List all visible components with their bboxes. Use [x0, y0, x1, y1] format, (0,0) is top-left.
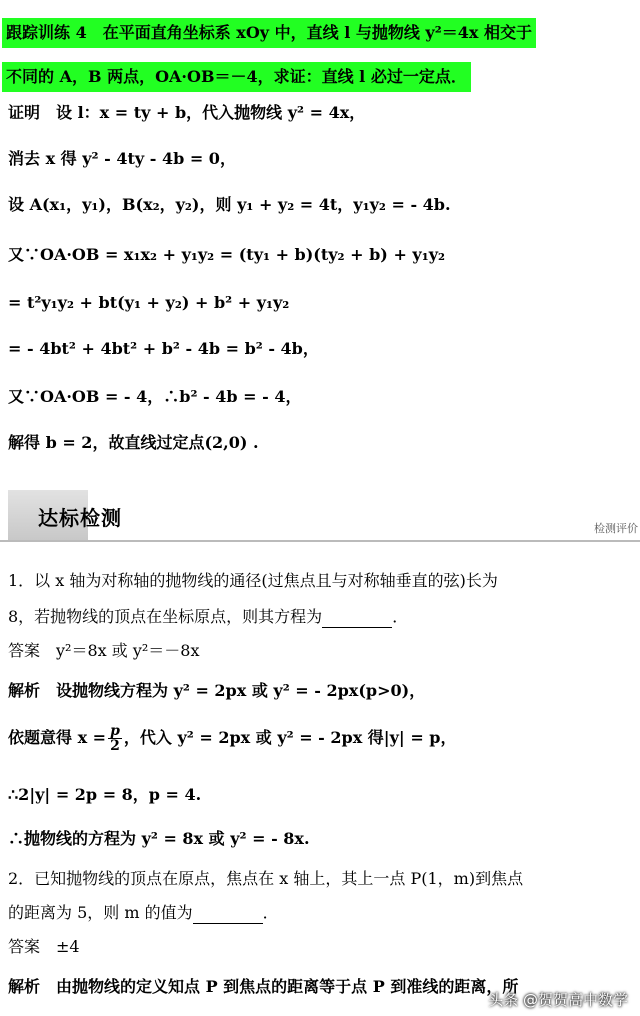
- q1-line-2: [8, 606, 408, 628]
- q1-text: 8，若抛物线的顶点在坐标原点，则其方程为: [8, 607, 323, 626]
- fraction: [108, 724, 122, 753]
- fraction-numerator: p: [110, 723, 120, 739]
- proof-line: 设 A(x₁，y₁)，B(x₂，y₂)，则 y₁ + y₂ = 4t，y₁y₂ = - 4b.: [8, 195, 451, 214]
- q1-answer: 答案 y²＝8x 或 y²＝－8x: [8, 641, 200, 660]
- q2-end: ．: [262, 903, 279, 922]
- section-title: 达标检测: [38, 506, 122, 530]
- training-line-1: 跟踪训练 4 在平面直角坐标系 xOy 中，直线 l 与抛物线 y²＝4x 相交于: [2, 18, 536, 48]
- q2-line-1: 2．已知抛物线的顶点在原点，焦点在 x 轴上，其上一点 P(1，m)到焦点: [8, 869, 524, 888]
- proof-line: 消去 x 得 y² - 4ty - 4b = 0，: [8, 149, 236, 168]
- section-divider: [0, 540, 640, 542]
- training-line-2: 不同的 A，B 两点，OA·OB＝－4，求证：直线 l 必过一定点．: [2, 62, 471, 92]
- q1-analysis-2: [8, 724, 456, 753]
- q1-analysis-4: ∴抛物线的方程为 y² = 8x 或 y² = - 8x.: [8, 829, 310, 848]
- proof-line: 解得 b = 2，故直线过定点(2,0) .: [8, 433, 259, 452]
- proof-line: = t²y₁y₂ + bt(y₁ + y₂) + b² + y₁y₂: [8, 293, 290, 312]
- answer-blank: [322, 611, 392, 628]
- q1-analysis-2-a: 依题意得 x =: [8, 728, 107, 747]
- q1-analysis-3: ∴2|y| = 2p = 8，p = 4.: [8, 785, 202, 804]
- q1-analysis-1: 解析 设抛物线方程为 y² = 2px 或 y² = - 2px(p>0)，: [8, 681, 426, 700]
- q1-line-1: 1．以 x 轴为对称轴的抛物线的通径(过焦点且与对称轴垂直的弦)长为: [8, 571, 498, 590]
- q1-analysis-2-b: ，代入 y² = 2px 或 y² = - 2px 得|y| = p，: [123, 728, 457, 747]
- q2-answer: 答案 ±4: [8, 937, 80, 956]
- q2-analysis-1: 解析 由抛物线的定义知点 P 到焦点的距离等于点 P 到准线的距离，所: [8, 977, 519, 996]
- proof-line: 又∵OA·OB = x₁x₂ + y₁y₂ = (ty₁ + b)(ty₂ + b) + y₁y₂: [8, 245, 446, 264]
- proof-line: 证明 设 l：x = ty + b，代入抛物线 y² = 4x，: [8, 103, 366, 122]
- section-header: [0, 490, 640, 540]
- fraction-denominator: 2: [110, 738, 120, 754]
- proof-line: = - 4bt² + 4bt² + b² - 4b = b² - 4b，: [8, 339, 319, 358]
- q2-text: 的距离为 5，则 m 的值为: [8, 903, 193, 922]
- q2-line-2: [8, 902, 279, 924]
- proof-line: 又∵OA·OB = - 4，∴b² - 4b = - 4，: [8, 387, 302, 406]
- q1-end: ．: [392, 607, 409, 626]
- answer-blank: [193, 907, 263, 924]
- watermark: 头条 @贺贺高中数学: [488, 991, 628, 1009]
- section-right-label: 检测评价: [594, 522, 638, 535]
